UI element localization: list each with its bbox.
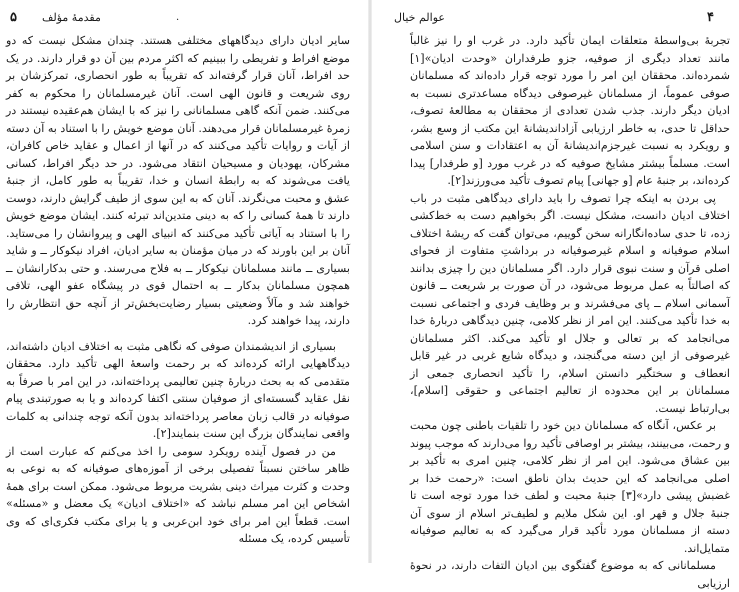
right-page: [372, 0, 739, 590]
paragraph: پی بردن به اینکه چرا تصوف را باید دارای دیدگاهی مثبت در باب اختلاف ادیان دانست، مشکل نیست. اگر بخواهیم دست به خط‌کشی زده، تا حدی ساده‌انگارانه سخن گوییم، می‌توان گفت که ریشهٔ اختلاف اسلام صوفیانه و اسلام غیرصوفیانه در برداشتِ متفاوت از فحوای اصلی قرآن و سنت نبوی قرار دارد. اگر مسلمانان دین را چیزی بدانند که اصالتاً به عمل مربوط می‌شود، در آن صورت بر شریعت ــ قانون آسمانی اسلام ــ پای می‌فشرند و بر وظایف فردی و اجتماعی نسبت به خدا تأکید می‌کنند. این امر از نظر کلامی، چنین دیدگاهی دربارهٔ خدا می‌انجامد که بر تعالی و جلال او تأکید می‌کند. اکثر مسلمانان غیرصوفی از این دسته می‌گنجند، و دیدگاه شایع غربی در غیر قابل انعطاف و سختگیر دانستن اسلام، را تأکید انحصاری جمعی از مسلمانان بر این محدوده از تعالیم اجتماعی و حقوقی [اسلام]، بی‌ارتباط نیست.: [410, 191, 730, 415]
page-number: ۴: [707, 10, 714, 25]
paragraph: بر عکس، آنگاه که مسلمانان دین خود را تلقیات باطنی چون محبت و رحمت، می‌بینند، بیشتر بر اوصافی تأکید روا می‌دارند که موجب پیوند بین عشاق می‌شود. این امر از نظر کلامی، چنین امری به تأکید بر اصلی می‌انجامد که این حدیث بدان ناطق است: «رحمت خدا بر غضبش پیشی دارد»[۳] جنبهٔ محبت و لطف خدا مورد توجه است تا جنبهٔ جلال و قهر او. این شکل ملایم و لطیف‌تر اسلام از سوی آن دسته از مسلمانان مورد تأکید قرار می‌گیرد که به تعالیم صوفیانه متمایل‌اند.: [410, 419, 730, 555]
running-mark: .: [176, 12, 180, 23]
page-number: ۵: [10, 10, 17, 25]
running-head: عوالم خیال: [394, 11, 445, 24]
running-head: مقدمهٔ مؤلف: [42, 11, 101, 24]
left-page: [0, 0, 368, 563]
paragraph: سایر ادیان دارای دیدگاههای مختلفی هستند. چندان مشکل نیست که دو موضع افراط و تفریطی را ببینیم که اکثر مردم بین آن دو قرار دارند. در یک حد افراط، آنان قرار گرفته‌اند که تقریباً به طور انحصاری، تمرکزشان بر روی شریعت و قانون الهی است. آنان غیرمسلمانان را محکوم به کفر می‌کنند. ضمن آنکه گاهی مسلمانانی را نیز که با ایشان هم‌عقیده نیستند در زمرهٔ غیرمسلمانان قرار می‌دهند. آنان موضع خویش را با استناد به آن دسته از آیات و روایات تأکید می‌کنند که در آنها از اعمال و عقاید خاص کافران، مشرکان، یهودیان و مسیحیان انتقاد می‌شود. در حد دیگر افراط، کسانی یافت می‌شوند که به رابطهٔ انسان و خدا، تقریباً به طور کامل، از جنبهٔ عشق و محبت می‌نگرند. آنان که به این سوی از طیف گرایش دارند، دوست دارند تا همهٔ کسانی را که به دینی متدین‌اند تبرئه کنند. ایشان موضع خویش را با استناد به آیاتی تأکید می‌کنند که انبیای الهی و پیروانشان را می‌ستاید. آنان بر این باورند که در میان مؤمنان به سایر ادیان، افراد نیکوکار ــ و شاید بسیاری ــ مانند مسلمانان نیکوکار ــ به فلاح می‌رسند. و حتی بدکارانشان ــ همچون مسلمانان بدکار ــ به احتمال قوی در پیشگاه عفو الهی، تلافی خواهند شد و مآلاً وضعیتی بسیار رضایت‌بخش‌تر از آنچه حق انتظارش را دارند، پیدا خواهند کرد.: [6, 34, 350, 327]
page-body: [410, 32, 730, 590]
page-body: [6, 32, 350, 558]
paragraph: مسلمانانی که به موضوع گفتگوی بین ادیان التفات دارند، در نحوهٔ ارزیابی: [410, 559, 730, 590]
paragraph: من در فصول آینده رویکرد سومی را اخذ می‌کنم که عبارت است از ظاهر ساختن نسبتاً تفصیلی برخی از آموزه‌های صوفیانه که به نوعی به وحدت و کثرت میراث دینی بشریت مربوط می‌شود. ممکن است برای همهٔ اشخاص این امر مسلم نباشد که «اختلاف ادیان» یک معضل و «مسئله» است. قطعاً این امر برای خود ابن‌عربی و یا برای مکتب فکری‌ای که وی تأسیس کرده، یک مسئله: [6, 444, 350, 545]
paragraph: تجربهٔ بی‌واسطهٔ متعلقات ایمان تأکید دارد. در غرب او را نیز غالباً مانند تعداد دیگری از صوفیه، جزو طرفداران «وحدت ادیان»[۱] شمرده‌اند. محققان این امر را مورد توجه قرار داده‌اند که مسلمانان صوفی عموماً، از مسلمانان غیرصوفی دیدگاه مساعدتری نسبت به ادیان دیگر دارند. جذب شدن تعدادی از محققان به مطالعهٔ تصوف، حداقل تا حدی، به خاطر ارزیابی آزاداندیشانهٔ این مکتب از وسع بشر، و رویکرد به نسبت غیرجزم‌اندیشانهٔ آن به اعتقادات و سنن اسلامی است. مسلماً بیشتر مشایخ صوفیه که در غرب مورد [و طرفدار] پیدا کرده‌اند، بر جنبهٔ عام [و جهانی] پیام تصوف تأکید می‌ورزند[۲].: [410, 34, 730, 187]
paragraph: بسیاری از اندیشمندان صوفی که نگاهی مثبت به اختلاف ادیان داشته‌اند، دیدگاههایی ارائه کرده‌اند که بر رحمت واسعهٔ الهی تأکید دارد. محققان متقدمی که به بحث دربارهٔ چنین تعالیمی پرداخته‌اند، در این امر با صرفاً به نقل عقاید گسسته‌ای از صوفیان سنتی اکتفا کرده‌اند و یا به صورتبندی پیام صوفیانه در قالب زبان معاصر پرداخته‌اند بدون آنکه توجه چندانی به کلمات واقعی نمایندگان بزرگ این سنت بنمایند[۲].: [6, 339, 350, 440]
